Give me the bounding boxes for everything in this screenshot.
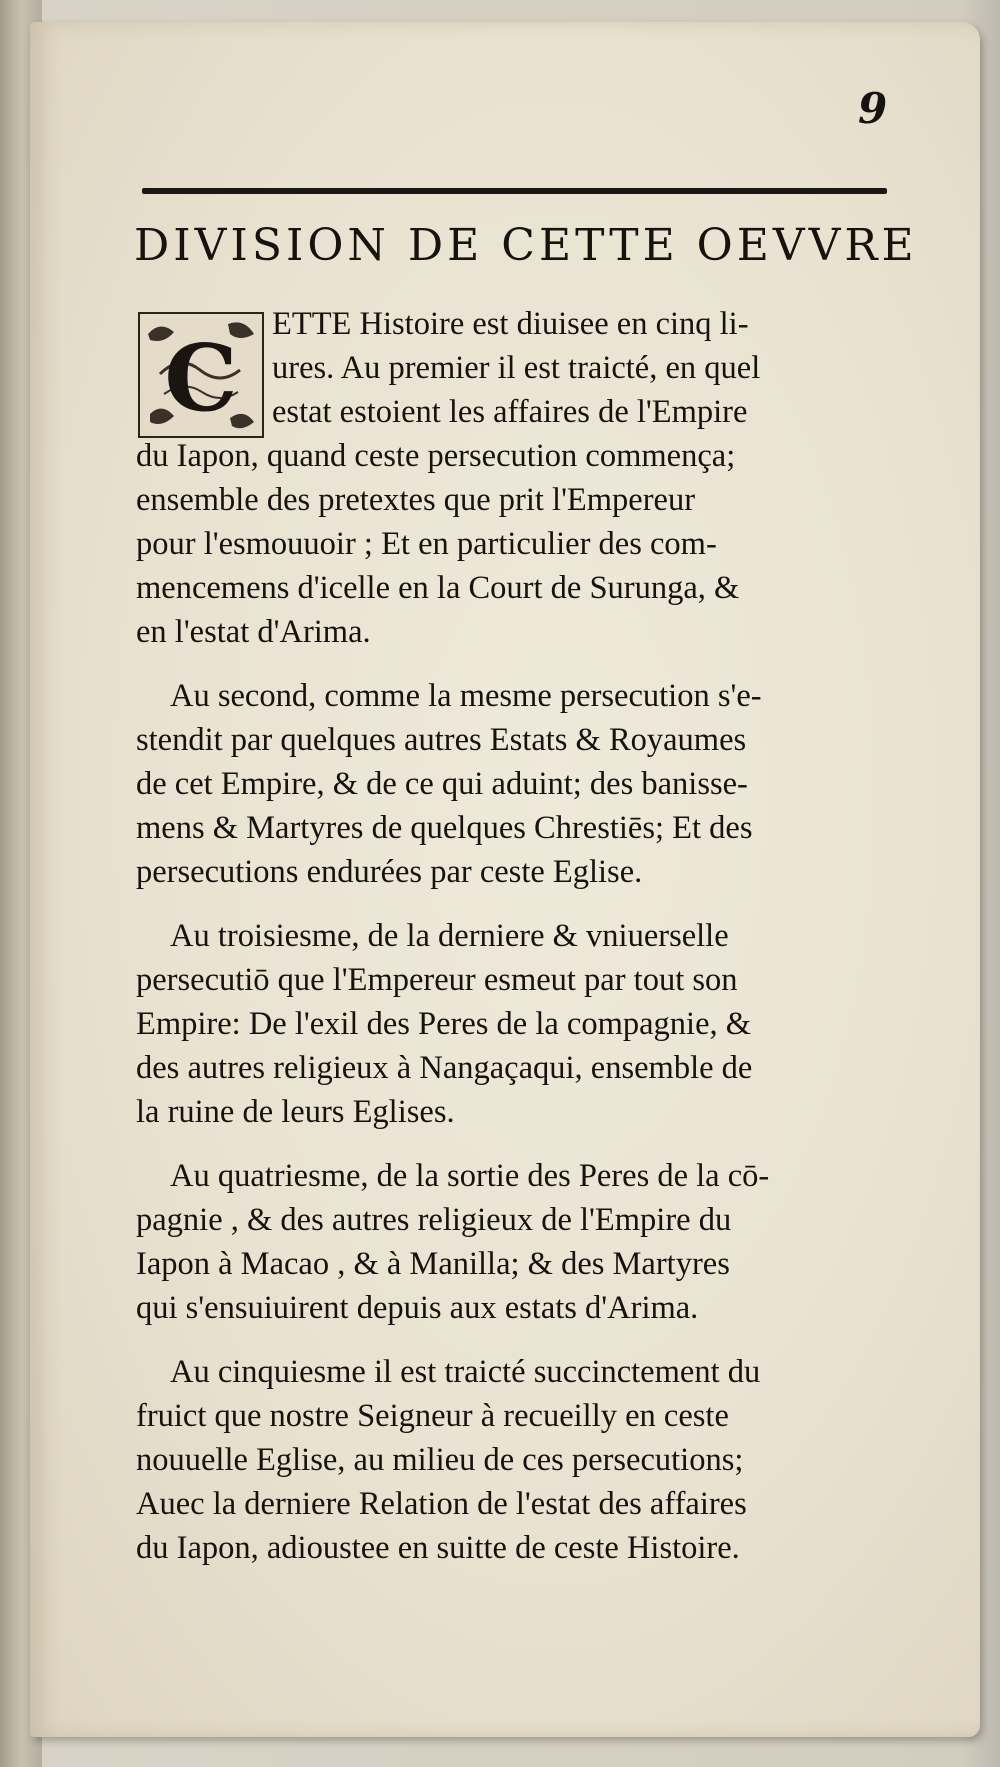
page-number: 9	[858, 84, 888, 133]
paragraph-1-line-2: ures. Au premier il est traicté, en quel	[272, 350, 761, 386]
decorated-initial	[138, 312, 264, 438]
paragraph-3-line-4: des autres religieux à Nangaçaqui, ensemble de	[136, 1050, 753, 1086]
paragraph-1-line-5: ensemble des pretextes que prit l'Empereur	[136, 482, 696, 518]
ornamental-initial-icon	[140, 314, 262, 436]
paragraph-4-line-1: Au quatriesme, de la sortie des Peres de la cō-	[170, 1158, 770, 1194]
paragraph-2-line-3: de cet Empire, & de ce qui aduint; des banisse-	[136, 766, 748, 802]
paragraph-2-line-5: persecutions endurées par ceste Eglise.	[136, 854, 643, 890]
paragraph-2-line-2: stendit par quelques autres Estats & Royaumes	[136, 722, 747, 758]
paragraph-5-line-5: du Iapon, adioustee en suitte de ceste Histoire.	[136, 1530, 740, 1566]
section-heading: DIVISION DE CETTE OEVVRE	[134, 220, 918, 271]
paragraph-4-line-4: qui s'ensuiuirent depuis aux estats d'Arima.	[136, 1290, 699, 1326]
paragraph-5-line-3: nouuelle Eglise, au milieu de ces persecutions;	[136, 1442, 744, 1478]
paragraph-5-line-1: Au cinquiesme il est traicté succinctement du	[170, 1354, 761, 1390]
book-page	[30, 22, 980, 1737]
paragraph-5-line-4: Auec la derniere Relation de l'estat des affaires	[136, 1486, 747, 1522]
paragraph-1-line-8: en l'estat d'Arima.	[136, 614, 371, 650]
paragraph-4-line-3: Iapon à Macao , & à Manilla; & des Martyres	[136, 1246, 730, 1282]
paragraph-3-line-3: Empire: De l'exil des Peres de la compagnie, &	[136, 1006, 752, 1042]
paragraph-3-line-2: persecutiō que l'Empereur esmeut par tout son	[136, 962, 738, 998]
paragraph-3-line-1: Au troisiesme, de la derniere & vniuerselle	[170, 918, 729, 954]
paragraph-2-line-1: Au second, comme la mesme persecution s'e-	[170, 678, 762, 714]
paragraph-3-line-5: la ruine de leurs Eglises.	[136, 1094, 455, 1130]
header-rule	[142, 188, 887, 194]
paragraph-1-line-4: du Iapon, quand ceste persecution commença;	[136, 438, 736, 474]
paragraph-4-line-2: pagnie , & des autres religieux de l'Empire du	[136, 1202, 732, 1238]
paragraph-1-line-6: pour l'esmouuoir ; Et en particulier des com-	[136, 526, 717, 562]
paragraph-5-line-2: fruict que nostre Seigneur à recueilly en ceste	[136, 1398, 729, 1434]
paragraph-1-line-7: mencemens d'icelle en la Court de Surunga, &	[136, 570, 740, 606]
paragraph-2-line-4: mens & Martyres de quelques Chrestiēs; Et des	[136, 810, 753, 846]
svg-text:C: C	[164, 324, 238, 432]
paragraph-1-line-1: ETTE Histoire est diuisee en cinq li-	[272, 306, 749, 342]
paragraph-1-line-3: estat estoient les affaires de l'Empire	[272, 394, 748, 430]
